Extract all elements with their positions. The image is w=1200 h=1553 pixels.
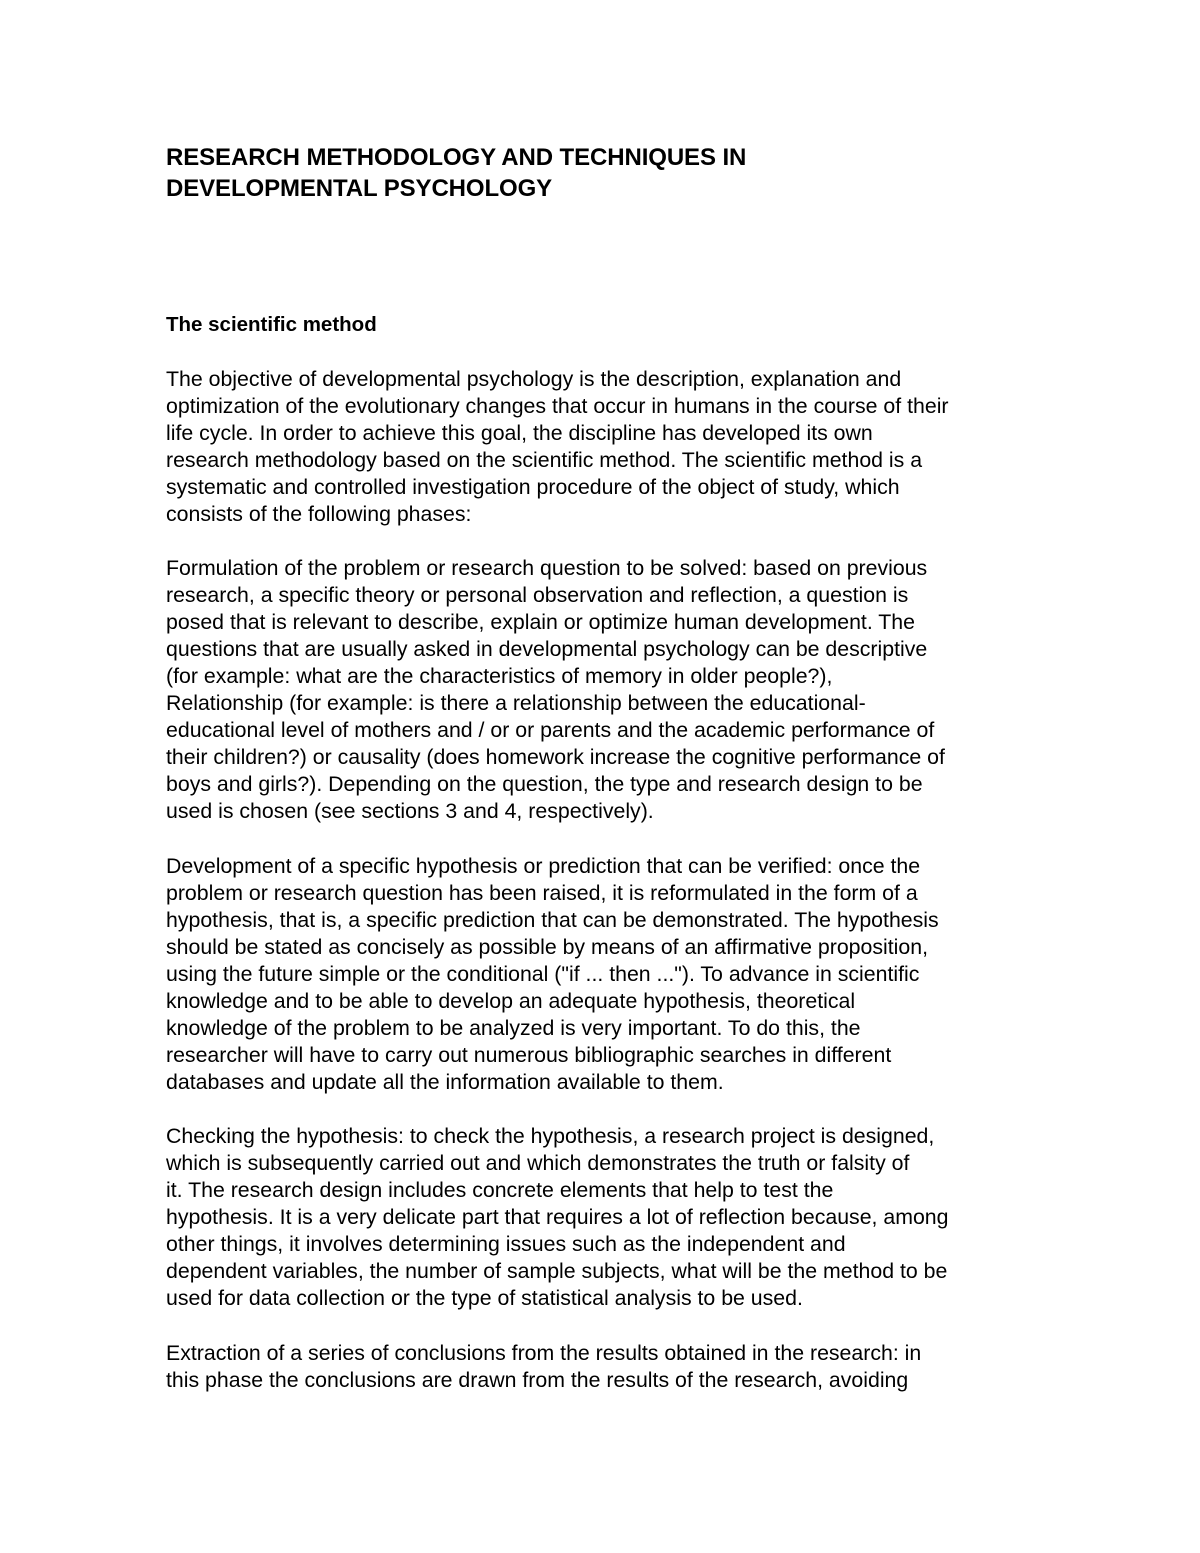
text-line: their children?) or causality (does homework increase the cognitive performance of (166, 745, 945, 769)
text-line: Checking the hypothesis: to check the hypothesis, a research project is designed, (166, 1124, 935, 1148)
document-title-line: DEVELOPMENTAL PSYCHOLOGY (166, 175, 553, 202)
document-title (166, 142, 746, 204)
text-line: databases and update all the information available to them. (166, 1070, 724, 1094)
text-line: research, a specific theory or personal observation and reflection, a question is (166, 583, 909, 607)
paragraph-conclusions (166, 1340, 921, 1394)
text-line: it. The research design includes concrete elements that help to test the (166, 1178, 834, 1202)
text-line: Development of a specific hypothesis or prediction that can be verified: once the (166, 854, 921, 878)
text-line: which is subsequently carried out and which demonstrates the truth or falsity of (166, 1151, 910, 1175)
text-line: dependent variables, the number of sample subjects, what will be the method to be (166, 1259, 948, 1283)
text-line: systematic and controlled investigation procedure of the object of study, which (166, 475, 900, 499)
text-line: Relationship (for example: is there a relationship between the educational- (166, 691, 866, 715)
text-line: knowledge and to be able to develop an adequate hypothesis, theoretical (166, 989, 856, 1013)
text-line: boys and girls?). Depending on the question, the type and research design to be (166, 772, 923, 796)
text-line: optimization of the evolutionary changes that occur in humans in the course of their (166, 394, 949, 418)
text-line: hypothesis, that is, a specific prediction that can be demonstrated. The hypothesis (166, 908, 939, 932)
section-heading: The scientific method (166, 313, 377, 336)
text-line: using the future simple or the conditional ("if ... then ..."). To advance in scientific (166, 962, 920, 986)
paragraph-formulation (166, 555, 945, 825)
text-line: consists of the following phases: (166, 502, 472, 526)
text-line: other things, it involves determining issues such as the independent and (166, 1232, 846, 1256)
text-line: (for example: what are the characteristics of memory in older people?), (166, 664, 833, 688)
text-line: knowledge of the problem to be analyzed is very important. To do this, the (166, 1016, 861, 1040)
text-line: posed that is relevant to describe, explain or optimize human development. The (166, 610, 915, 634)
paragraph-checking-hypothesis (166, 1123, 949, 1312)
paragraph-hypothesis-development (166, 853, 939, 1096)
text-line: Formulation of the problem or research question to be solved: based on previous (166, 556, 928, 580)
text-line: used for data collection or the type of statistical analysis to be used. (166, 1286, 803, 1310)
text-line: should be stated as concisely as possible by means of an affirmative proposition, (166, 935, 928, 959)
text-line: hypothesis. It is a very delicate part that requires a lot of reflection because, among (166, 1205, 949, 1229)
text-line: research methodology based on the scientific method. The scientific method is a (166, 448, 923, 472)
text-line: questions that are usually asked in developmental psychology can be descriptive (166, 637, 928, 661)
paragraph-objective (166, 366, 949, 528)
document-title-line: RESEARCH METHODOLOGY AND TECHNIQUES IN (166, 144, 747, 171)
text-line: problem or research question has been raised, it is reformulated in the form of a (166, 881, 918, 905)
text-line: life cycle. In order to achieve this goal, the discipline has developed its own (166, 421, 873, 445)
text-line: educational level of mothers and / or or parents and the academic performance of (166, 718, 935, 742)
text-line: The objective of developmental psychology is the description, explanation and (166, 367, 902, 391)
text-line: Extraction of a series of conclusions from the results obtained in the research: in (166, 1341, 922, 1365)
text-line: this phase the conclusions are drawn from the results of the research, avoiding (166, 1368, 909, 1392)
text-line: researcher will have to carry out numerous bibliographic searches in different (166, 1043, 892, 1067)
text-line: used is chosen (see sections 3 and 4, respectively). (166, 799, 654, 823)
